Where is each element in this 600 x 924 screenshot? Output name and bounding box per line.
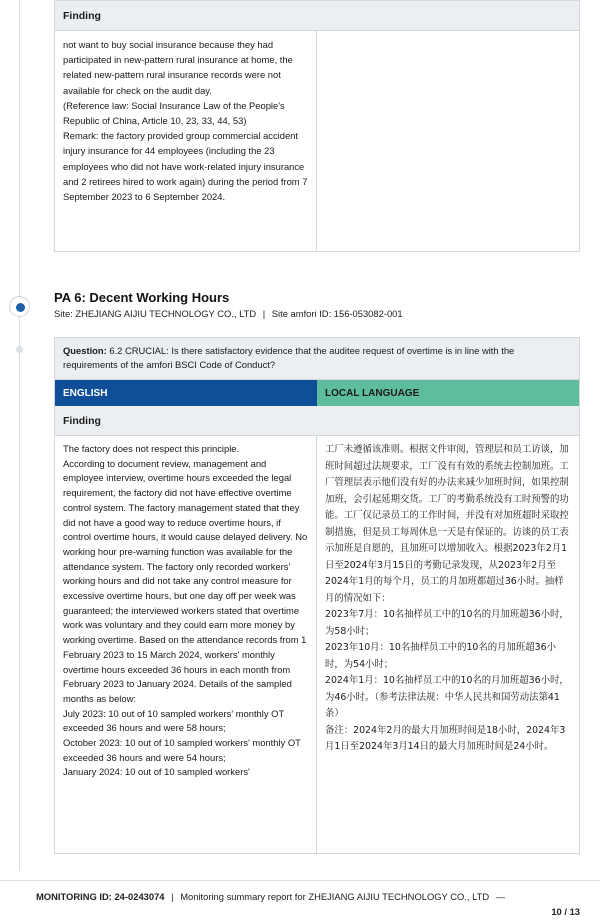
timeline-line — [19, 0, 20, 870]
language-header-row — [55, 380, 579, 406]
finding-label-row: Finding — [55, 406, 579, 436]
finding-header: Finding — [55, 1, 579, 31]
local-language-header: LOCAL LANGUAGE — [317, 380, 579, 406]
finding-local-cell — [317, 31, 579, 251]
site-id: Site amfori ID: 156-053082-001 — [271, 308, 403, 319]
site-line — [54, 308, 403, 319]
footer-separator: | — [171, 891, 174, 902]
site-separator: | — [262, 308, 266, 319]
section-marker-icon — [9, 296, 30, 317]
section-title: PA 6: Decent Working Hours — [54, 290, 230, 305]
finding-english-cell — [55, 31, 317, 251]
page-number: 10 / 13 — [551, 906, 580, 917]
page-footer — [36, 891, 505, 902]
question-label: Question: — [63, 345, 107, 356]
footer-divider — [0, 880, 600, 881]
question-row — [55, 338, 579, 380]
footer-dash: — — [495, 891, 506, 902]
monitoring-id: MONITORING ID: 24-0243074 — [36, 891, 165, 902]
finding-local-cell — [317, 436, 579, 853]
timeline-dot-icon — [16, 346, 23, 353]
english-header: ENGLISH — [55, 380, 317, 406]
report-title: Monitoring summary report for ZHEJIANG AIJIU TECHNOLOGY CO., LTD — [180, 891, 490, 902]
finding-local-text: 工厂未遵循该准则。根据文件审阅，管理层和员工访谈，加班时间超过法规要求，工厂没有有效的系统去控制加班。工厂管理层表示他们没有好的办法来减少加班时间，如果控制加班，会引起延期交货。工厂的考勤系统没有工时预警的功能。工厂仅记录员工的工作时间，并没有对加班超时采取控制措施，但是员工每周休息一天是有保证的。访谈的员工表示加班是自愿的，且加班可以增加收入。根据2023年2月1日至2024年3月15日的考勤记录发现，从2023年2月至2024年1月的每个月，员工的月加班都超过36小时。抽样月的情况如下： 2023年7月：10名抽样员工中的10名的月加班超36小时，为58小时； 2023年10月：10名抽样员工中的10名的月加班超36小时，为54小时； 2024年1月：10名抽样员工中的10名的月加班超36小时，为46小时。（参考法律法规：中华人民共和国劳动法第41条） 备注：2024年2月的最大月加班时间是18小时，2024年3月1日至2024年3月14日的最大月加班时间是24小时。 — [325, 444, 569, 752]
finding-english-cell — [55, 436, 317, 853]
finding-english-text: not want to buy social insurance because they had participated in new-pattern rural insurance at home, the related new-pattern rural insurance records were not available for check on the audit day. (Reference law: Social Insurance Law of the People's Republic of China, Article 10, 23, 33, 44, 53) Remark: the factory provided group commercial accident injury insurance for 44 employees (including the 23 employees who did not have work-related injury insurance and 2 retirees hired to work again) during the period from 7 September 2023 to 6 September 2024. — [63, 39, 308, 203]
site-name: Site: ZHEJIANG AIJIU TECHNOLOGY CO., LTD — [54, 308, 257, 319]
question-text: 6.2 CRUCIAL: Is there satisfactory evidence that the auditee request of overtime is in line with the requirements of the amfori BSCI Code of Conduct? — [63, 345, 515, 370]
finding-table — [54, 337, 580, 854]
finding-table-continued — [54, 0, 580, 252]
finding-english-text: The factory does not respect this principle. According to document review, management and employee interview, overtime hours exceeded the legal requirement, the factory did not have effective overtime control system. The factory management stated that they did not have a good way to reduce overtime hours, if control overtime hours, it would cause delayed delivery. No working hour pre-warning function was available for the attendance system. The factory only recorded workers' working hours and did not take any control measure for excessive overtime hours, but one day off per week was guaranteed; the interviewed workers stated that overtime work was voluntary and they could earn more money by working overtime. Based on the attendance records from 1 February 2023 to 15 March 2024, workers' monthly overtime hours exceeded 36 hours in each month from February 2023 to January 2024. Details of the sampled months as below: July 2023: 10 out of 10 sampled workers' monthly OT exceeded 36 hours and were 58 hours; October 2023: 10 out of 10 sampled workers' monthly OT exceeded 36 hours and were 54 hours; January 2024: 10 out of 10 sampled workers' — [63, 443, 308, 778]
